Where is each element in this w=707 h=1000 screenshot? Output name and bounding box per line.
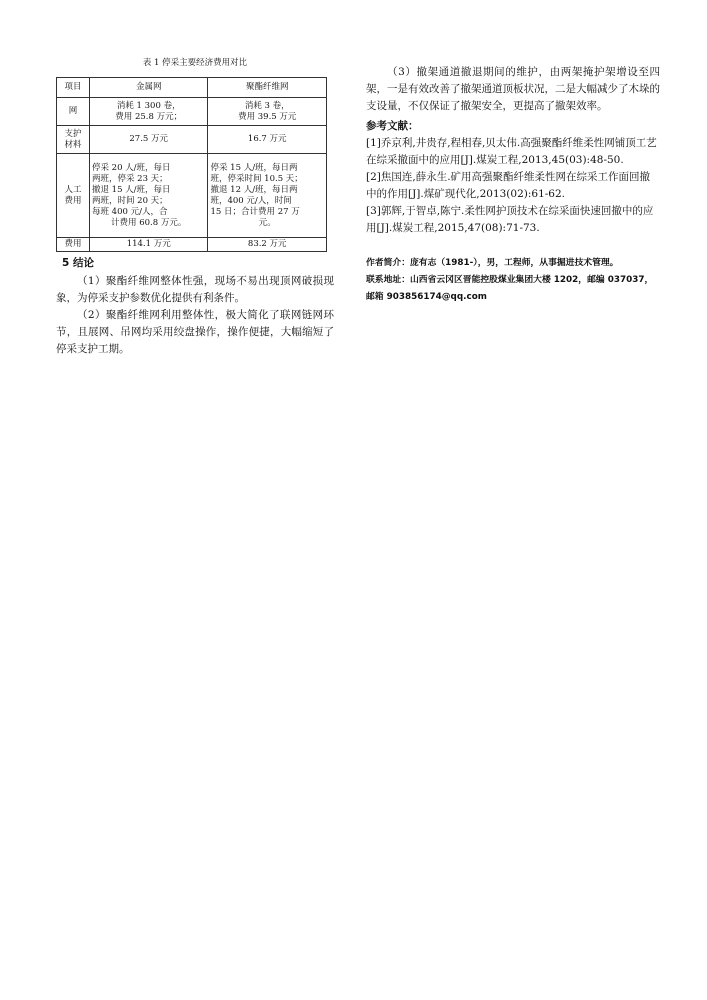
cell-line: 停采 15 人/班，每日两 xyxy=(210,162,298,173)
cell-line: 费用 25.8 万元； xyxy=(115,111,183,122)
reference-item: [3]郭辉,于智卓,陈宁.柔性网护顶技术在综采面快速回撤中的应用[J].煤炭工程,2015,47(08):71-73. xyxy=(366,205,654,234)
table-row xyxy=(57,98,327,126)
metal-cell xyxy=(89,98,208,126)
table-header-row xyxy=(57,78,327,98)
table-row xyxy=(57,154,327,238)
reference-item: [1]乔京利,井贵存,程相春,贝太伟.高强聚酯纤维柔性网铺顶工艺在综采撤面中的应用[J].煤炭工程,2013,45(03):48-50. xyxy=(366,137,657,166)
row-label: 人工费用 xyxy=(57,154,90,238)
cell-line: 15 日；合计费用 27 万 xyxy=(210,206,300,217)
cell-line: 费用 39.5 万元 xyxy=(238,111,297,122)
author-intro: 作者简介：庞有志（1981-），男，工程师，从事掘进技术管理。 xyxy=(366,258,619,268)
cell-line: 元。 xyxy=(258,217,276,228)
cell-line: 班，400 元/人，时间 xyxy=(210,195,292,206)
author-address: 联系地址：山西省云冈区晋能控股煤业集团大楼 1202，邮编 037037，邮箱 903856174@qq.com xyxy=(366,275,654,302)
cell-line: 班，停采时间 10.5 天； xyxy=(210,173,303,184)
metal-cell xyxy=(89,154,208,238)
metal-cell: 27.5 万元 xyxy=(89,126,208,154)
cell-line: 计费用 60.8 万元。 xyxy=(111,217,187,228)
cell-line: 撤退 15 人/班，每日 xyxy=(91,184,171,195)
right-column xyxy=(366,64,660,306)
row-label: 支护材料 xyxy=(57,126,90,154)
row-label: 网 xyxy=(57,98,90,126)
reference-item: [2]焦国连,薛永生.矿用高强聚酯纤维柔性网在综采工作面回撤中的作用[J].煤矿现代化,2013(02):61-62. xyxy=(366,171,651,200)
cell-line: 停采 20 人/班，每日 xyxy=(91,162,171,173)
section-heading-conclusion: 5 结论 xyxy=(62,257,94,269)
poly-cell: 16.7 万元 xyxy=(208,126,327,154)
cell-line: 撤退 12 人/班，每日两 xyxy=(210,184,298,195)
cell-line: 两班，时间 20 天； xyxy=(91,195,168,206)
header-metal-mesh: 金属网 xyxy=(89,78,208,98)
conclusion-paragraph: （1）聚酯纤维网整体性强，现场不易出现顶网破损现象，为停采支护参数优化提供有利条件。 xyxy=(56,275,334,304)
poly-cell: 83.2 万元 xyxy=(208,238,327,252)
table-row xyxy=(57,126,327,154)
references-heading: 参考文献： xyxy=(366,120,419,132)
header-polyester-mesh: 聚酯纤维网 xyxy=(208,78,327,98)
poly-cell xyxy=(208,98,327,126)
conclusion-paragraph: （2）聚酯纤维网利用整体性，极大简化了联网链网环节，且展网、吊网均采用绞盘操作，操作便捷，大幅缩短了停采支护工期。 xyxy=(56,309,334,355)
left-column xyxy=(56,56,334,358)
cell-line: 两班，停采 23 天； xyxy=(91,173,168,184)
cost-comparison-table xyxy=(56,77,327,252)
table-caption: 表 1 停采主要经济费用对比 xyxy=(142,58,248,68)
header-item: 项目 xyxy=(57,78,90,98)
poly-cell xyxy=(208,154,327,238)
table-row xyxy=(57,238,327,252)
metal-cell: 114.1 万元 xyxy=(89,238,208,252)
cell-line: 每班 400 元/人，合 xyxy=(91,206,168,217)
conclusion-paragraph-3: （3）撤架通道撤退期间的维护，由两架掩护架增设至四架，一是有效改善了撤架通道顶板状况，二是大幅减少了木垛的支设量，不仅保证了撤架安全，更提高了撤架效率。 xyxy=(366,66,660,112)
cell-line: 消耗 3 卷， xyxy=(244,100,290,111)
row-label: 费用 xyxy=(57,238,90,252)
cell-line: 消耗 1 300 卷， xyxy=(116,100,181,111)
